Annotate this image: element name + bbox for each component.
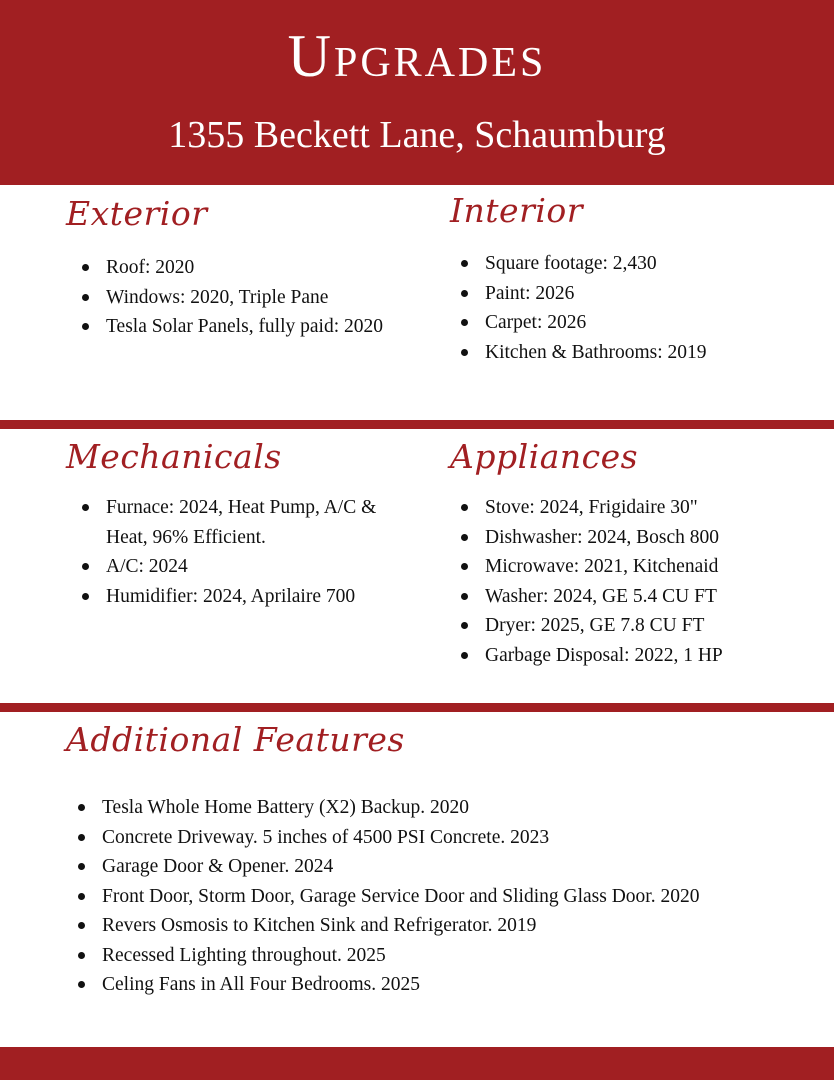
list-item: Stove: 2024, Frigidaire 30" <box>457 493 827 523</box>
list-item: Microwave: 2021, Kitchenaid <box>457 552 827 582</box>
list-item: Garbage Disposal: 2022, 1 HP <box>457 641 827 671</box>
exterior-heading: Exterior <box>66 194 208 233</box>
list-item: Washer: 2024, GE 5.4 CU FT <box>457 582 827 612</box>
appliances-list <box>457 493 827 670</box>
exterior-list <box>78 253 428 342</box>
list-item: Garage Door & Opener. 2024 <box>74 852 824 882</box>
list-item: Dryer: 2025, GE 7.8 CU FT <box>457 611 827 641</box>
appliances-heading: Appliances <box>450 437 639 476</box>
interior-list <box>457 249 817 367</box>
page-title: Upgrades <box>287 23 547 89</box>
list-item: Windows: 2020, Triple Pane <box>78 283 428 313</box>
list-item: Roof: 2020 <box>78 253 428 283</box>
list-item: A/C: 2024 <box>78 552 408 582</box>
list-item: Front Door, Storm Door, Garage Service Door and Sliding Glass Door. 2020 <box>74 882 824 912</box>
section-divider <box>0 420 834 429</box>
list-item: Recessed Lighting throughout. 2025 <box>74 941 824 971</box>
interior-heading: Interior <box>450 191 584 230</box>
list-item: Kitchen & Bathrooms: 2019 <box>457 338 817 368</box>
list-item: Celing Fans in All Four Bedrooms. 2025 <box>74 970 824 1000</box>
list-item: Square footage: 2,430 <box>457 249 817 279</box>
list-item: Tesla Whole Home Battery (X2) Backup. 2020 <box>74 793 824 823</box>
additional-features-list <box>74 793 824 1000</box>
mechanicals-heading: Mechanicals <box>66 437 282 476</box>
list-item: Concrete Driveway. 5 inches of 4500 PSI Concrete. 2023 <box>74 823 824 853</box>
list-item: Revers Osmosis to Kitchen Sink and Refrigerator. 2019 <box>74 911 824 941</box>
list-item: Carpet: 2026 <box>457 308 817 338</box>
list-item: Dishwasher: 2024, Bosch 800 <box>457 523 827 553</box>
additional-features-heading: Additional Features <box>66 720 405 759</box>
list-item: Paint: 2026 <box>457 279 817 309</box>
list-item: Furnace: 2024, Heat Pump, A/C & Heat, 96% Efficient. <box>78 493 408 552</box>
header-banner <box>0 0 834 185</box>
list-item: Humidifier: 2024, Aprilaire 700 <box>78 582 408 612</box>
section-divider <box>0 703 834 712</box>
mechanicals-list <box>78 493 408 611</box>
property-address: 1355 Beckett Lane, Schaumburg <box>168 114 666 156</box>
footer-band <box>0 1047 834 1080</box>
list-item: Tesla Solar Panels, fully paid: 2020 <box>78 312 428 342</box>
